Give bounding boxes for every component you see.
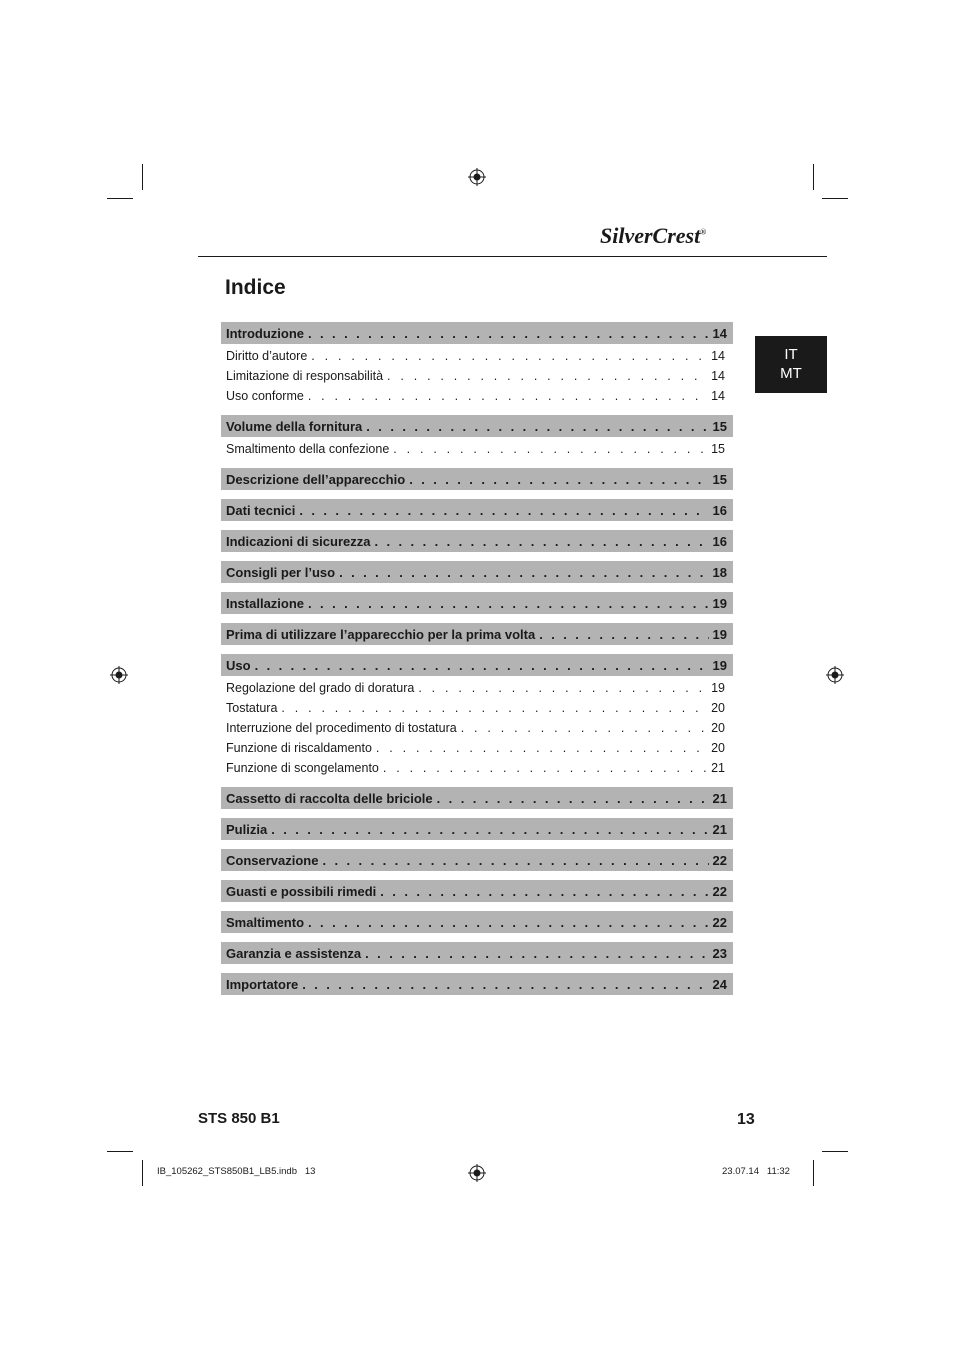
toc-section-title: Installazione bbox=[226, 595, 305, 611]
dot-leader bbox=[366, 419, 708, 434]
toc-section-title: Cassetto di raccolta delle briciole bbox=[226, 790, 433, 806]
toc-section-title: Consigli per l’uso bbox=[226, 564, 336, 580]
toc-section[interactable] bbox=[221, 973, 733, 995]
dot-leader bbox=[322, 853, 708, 868]
toc-section-title: Pulizia bbox=[226, 821, 268, 837]
toc-page-number: 14 bbox=[712, 325, 727, 341]
model-number: STS 850 B1 bbox=[198, 1110, 280, 1127]
toc-section[interactable] bbox=[221, 849, 733, 871]
toc-page-number: 15 bbox=[712, 471, 727, 487]
toc-section-title: Indicazioni di sicurezza bbox=[226, 533, 371, 549]
toc-section[interactable] bbox=[221, 468, 733, 490]
toc-page-number: 22 bbox=[712, 914, 727, 930]
toc-section[interactable] bbox=[221, 818, 733, 840]
toc-section-title: Dati tecnici bbox=[226, 502, 296, 518]
page-number: 13 bbox=[737, 1111, 755, 1128]
toc-page-number: 19 bbox=[712, 595, 727, 611]
toc-page-number: 14 bbox=[711, 369, 725, 383]
registered-mark: ® bbox=[700, 227, 707, 237]
toc-page-number: 16 bbox=[712, 533, 727, 549]
dot-leader bbox=[365, 946, 708, 961]
dot-leader bbox=[311, 349, 707, 363]
toc-subentry[interactable] bbox=[221, 758, 733, 778]
toc-section-title: Smaltimento bbox=[226, 914, 305, 930]
toc-subentry[interactable] bbox=[221, 738, 733, 758]
toc-section[interactable] bbox=[221, 530, 733, 552]
dot-leader bbox=[339, 565, 708, 580]
toc-page-number: 21 bbox=[712, 821, 727, 837]
dot-leader bbox=[437, 791, 709, 806]
toc-section-title: Conservazione bbox=[226, 852, 319, 868]
crop-mark bbox=[142, 164, 143, 190]
toc-subentry[interactable] bbox=[221, 366, 733, 386]
toc-subentry-title: Funzione di riscaldamento bbox=[226, 741, 372, 755]
toc-subentry-title: Diritto d’autore bbox=[226, 349, 308, 363]
toc-section-title: Prima di utilizzare l’apparecchio per la prima volta bbox=[226, 626, 536, 642]
toc-page-number: 18 bbox=[712, 564, 727, 580]
registration-mark-icon bbox=[468, 168, 486, 186]
toc-page-number: 21 bbox=[712, 790, 727, 806]
dot-leader bbox=[409, 472, 708, 487]
toc-page-number: 22 bbox=[712, 883, 727, 899]
toc-section[interactable] bbox=[221, 561, 733, 583]
dot-leader bbox=[302, 977, 708, 992]
toc-subentry[interactable] bbox=[221, 439, 733, 459]
crop-mark bbox=[142, 1160, 143, 1186]
registration-mark-icon bbox=[468, 1164, 486, 1182]
toc-page-number: 20 bbox=[711, 701, 725, 715]
toc-page-number: 20 bbox=[711, 741, 725, 755]
toc-subentry-title: Uso conforme bbox=[226, 389, 304, 403]
language-code: IT bbox=[784, 346, 798, 363]
toc-subentry[interactable] bbox=[221, 386, 733, 406]
toc-page-number: 20 bbox=[711, 721, 725, 735]
file-slug: IB_105262_STS850B1_LB5.indb 13 bbox=[157, 1166, 316, 1177]
toc-subentry-title: Regolazione del grado di doratura bbox=[226, 681, 415, 695]
toc-page-number: 16 bbox=[712, 502, 727, 518]
toc-section-title: Introduzione bbox=[226, 325, 304, 341]
toc-section-title: Garanzia e assistenza bbox=[226, 945, 362, 961]
toc-page-number: 22 bbox=[712, 852, 727, 868]
crop-mark bbox=[822, 1151, 848, 1152]
dot-leader bbox=[308, 596, 709, 611]
toc-section[interactable] bbox=[221, 880, 733, 902]
toc-page-number: 19 bbox=[712, 626, 727, 642]
toc-section-title: Uso bbox=[226, 657, 251, 673]
toc-section[interactable] bbox=[221, 654, 733, 676]
toc-section[interactable] bbox=[221, 499, 733, 521]
toc-page-number: 14 bbox=[711, 389, 725, 403]
dot-leader bbox=[299, 503, 708, 518]
date-slug: 23.07.14 11:32 bbox=[722, 1166, 790, 1177]
toc-section[interactable] bbox=[221, 911, 733, 933]
toc-subentry-title: Interruzione del procedimento di tostatura bbox=[226, 721, 457, 735]
dot-leader bbox=[387, 369, 707, 383]
dot-leader bbox=[308, 915, 709, 930]
registration-mark-icon bbox=[826, 666, 844, 684]
toc-section-title: Guasti e possibili rimedi bbox=[226, 883, 377, 899]
toc-page-number: 15 bbox=[712, 418, 727, 434]
dot-leader bbox=[374, 534, 708, 549]
dot-leader bbox=[461, 721, 707, 735]
toc-subentry[interactable] bbox=[221, 698, 733, 718]
dot-leader bbox=[255, 658, 709, 673]
toc-section[interactable] bbox=[221, 322, 733, 344]
brand-name: SilverCrest bbox=[600, 223, 701, 248]
registration-mark-icon bbox=[110, 666, 128, 684]
crop-mark bbox=[822, 198, 848, 199]
toc-subentry-title: Limitazione di responsabilità bbox=[226, 369, 384, 383]
crop-mark bbox=[813, 1160, 814, 1186]
toc-subentry-title: Funzione di scongelamento bbox=[226, 761, 379, 775]
language-code: MT bbox=[780, 365, 802, 382]
toc-section-title: Descrizione dell’apparecchio bbox=[226, 471, 406, 487]
brand-logo bbox=[600, 223, 750, 253]
toc-subentry[interactable] bbox=[221, 718, 733, 738]
dot-leader bbox=[539, 627, 708, 642]
dot-leader bbox=[281, 701, 707, 715]
header-rule bbox=[198, 256, 827, 257]
toc-section[interactable] bbox=[221, 942, 733, 964]
crop-mark bbox=[107, 1151, 133, 1152]
dot-leader bbox=[393, 442, 707, 456]
page-title: Indice bbox=[225, 276, 286, 299]
toc-page-number: 14 bbox=[711, 349, 725, 363]
toc-section[interactable] bbox=[221, 415, 733, 437]
toc-subentry-title: Smaltimento della confezione bbox=[226, 442, 390, 456]
toc-subentry[interactable] bbox=[221, 678, 733, 698]
language-tab bbox=[755, 336, 827, 393]
toc-page-number: 19 bbox=[711, 681, 725, 695]
dot-leader bbox=[308, 389, 707, 403]
dot-leader bbox=[308, 326, 709, 341]
crop-mark bbox=[813, 164, 814, 190]
toc-section-title: Importatore bbox=[226, 976, 299, 992]
toc-page-number: 15 bbox=[711, 442, 725, 456]
dot-leader bbox=[271, 822, 708, 837]
table-of-contents bbox=[221, 322, 733, 995]
dot-leader bbox=[380, 884, 708, 899]
toc-section[interactable] bbox=[221, 592, 733, 614]
toc-page-number: 23 bbox=[712, 945, 727, 961]
toc-subentry[interactable] bbox=[221, 346, 733, 366]
toc-subentry-title: Tostatura bbox=[226, 701, 278, 715]
dot-leader bbox=[376, 741, 707, 755]
dot-leader bbox=[418, 681, 707, 695]
crop-mark bbox=[107, 198, 133, 199]
toc-section[interactable] bbox=[221, 787, 733, 809]
toc-section-title: Volume della fornitura bbox=[226, 418, 363, 434]
toc-page-number: 24 bbox=[712, 976, 727, 992]
toc-page-number: 19 bbox=[712, 657, 727, 673]
toc-page-number: 21 bbox=[711, 761, 725, 775]
toc-section[interactable] bbox=[221, 623, 733, 645]
dot-leader bbox=[383, 761, 707, 775]
